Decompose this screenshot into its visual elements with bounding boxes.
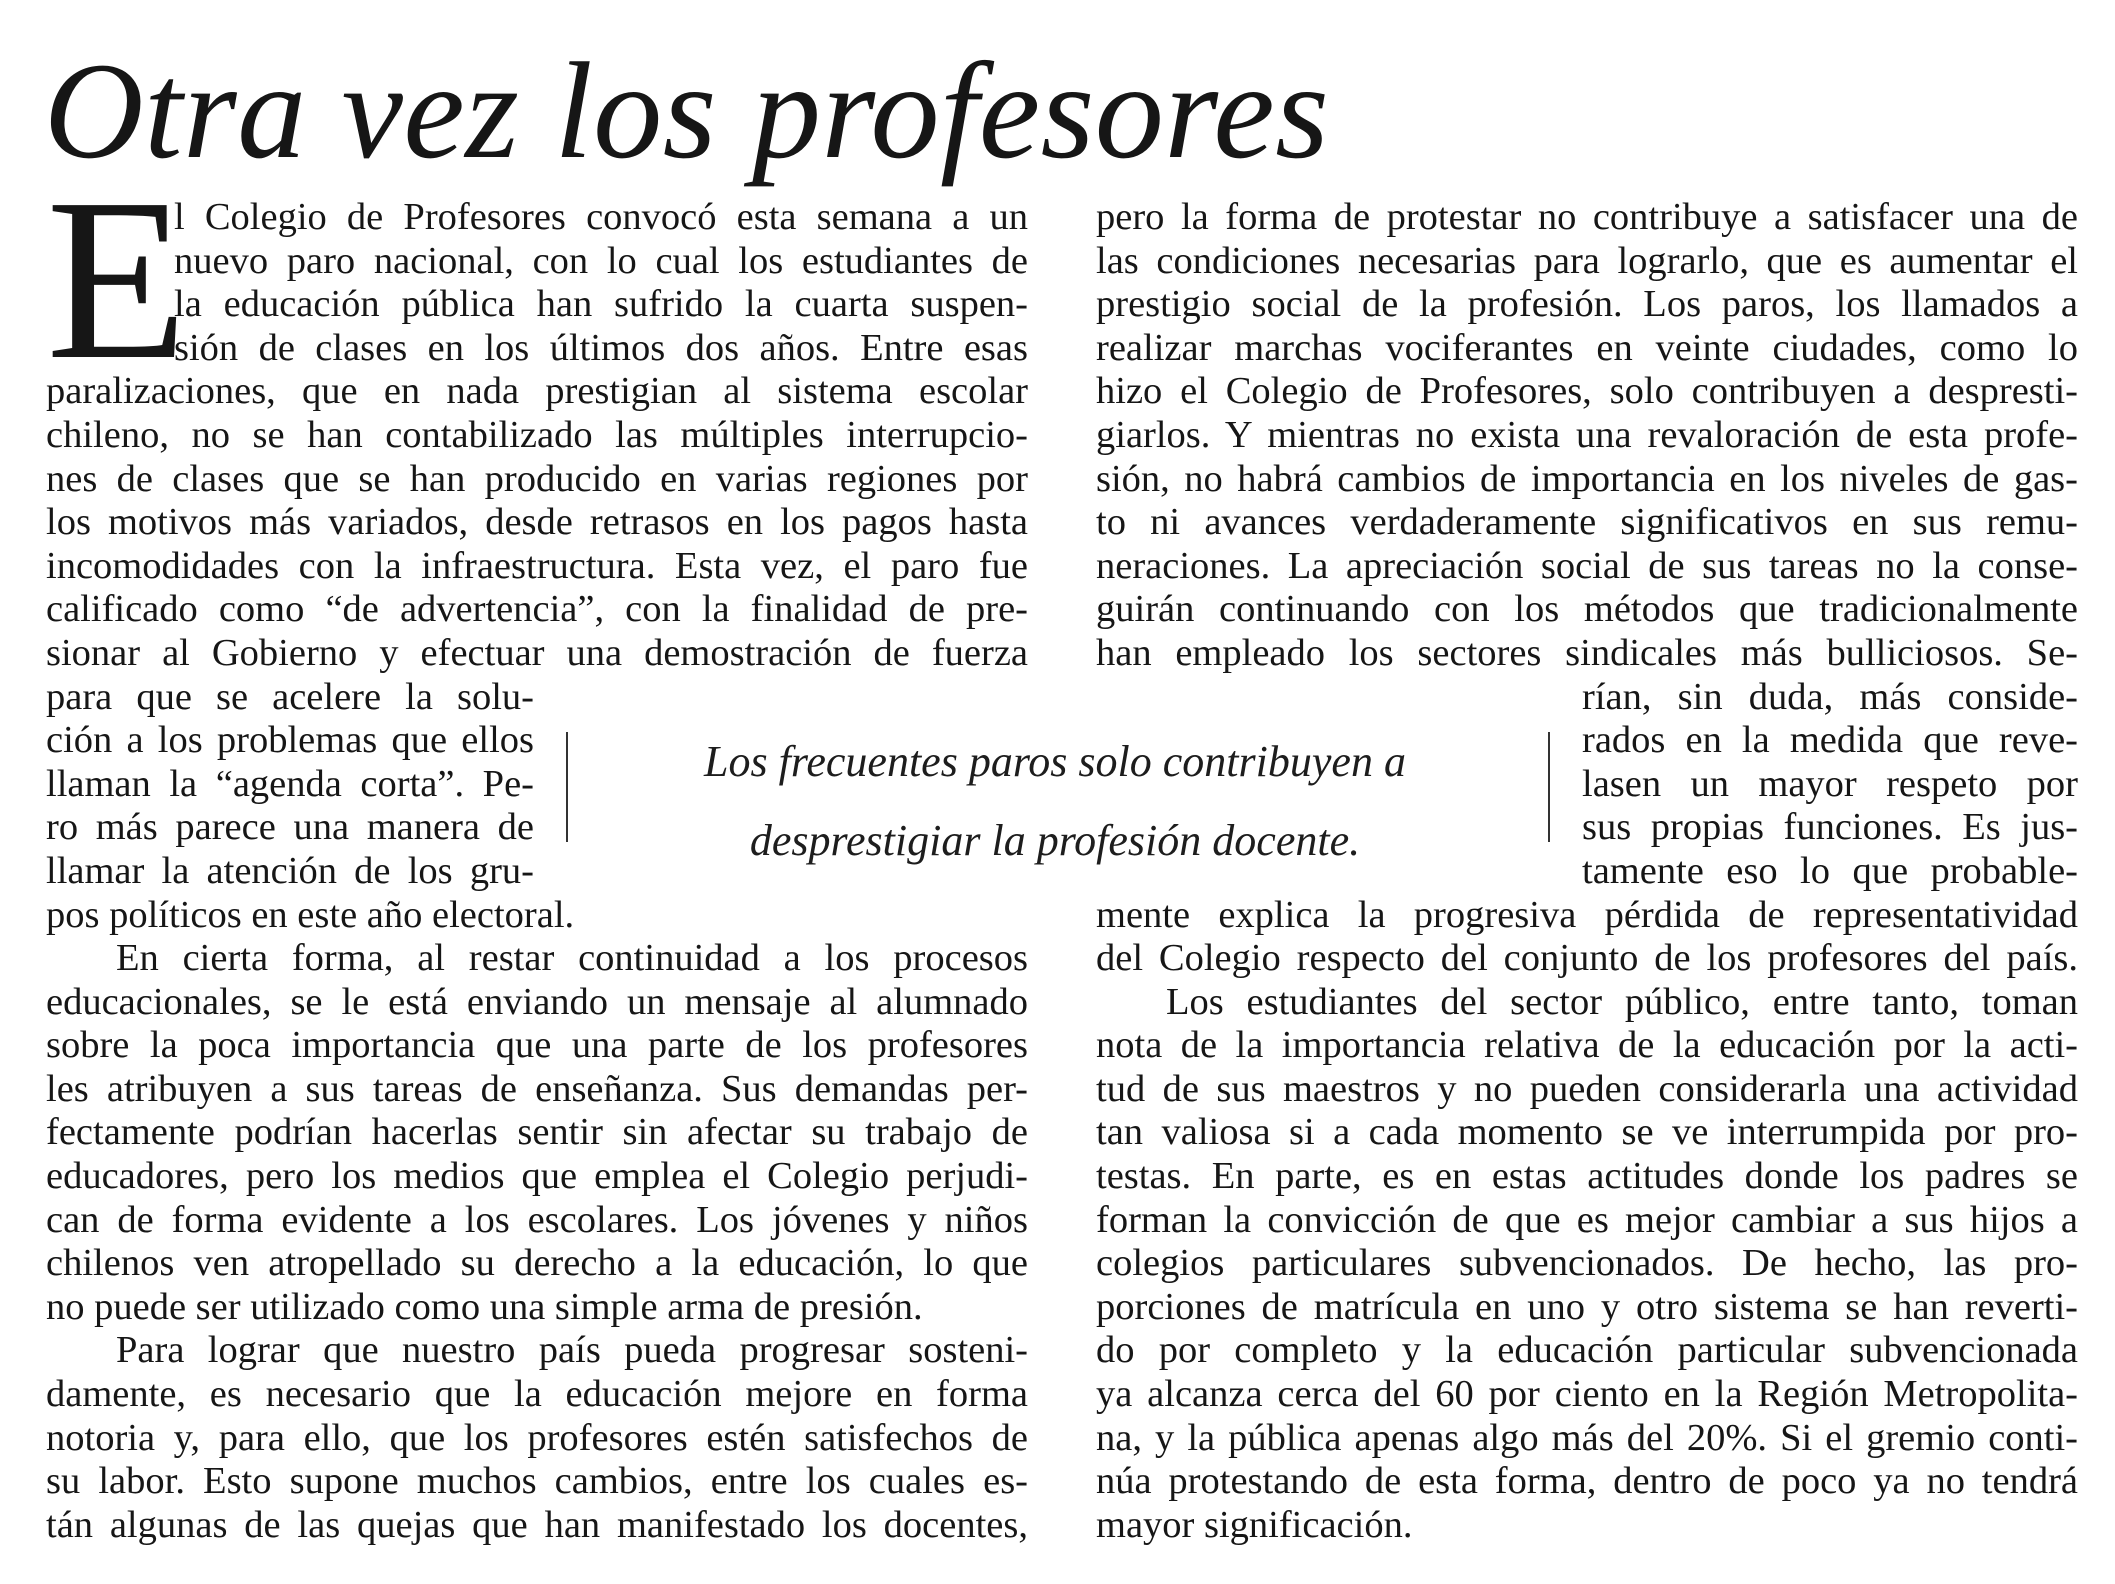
right-paragraph-2 [1096,981,2078,1548]
pull-quote-rule-right [1548,732,1550,842]
text-line: Los estudiantes del sector público, entre tanto, toman [1166,980,2078,1023]
text-line: nes de clases que se han producido en varias regiones por [46,457,1028,500]
text-line: realizar marchas vociferantes en veinte ciudades, como lo [1096,326,2078,369]
text-line: las condiciones necesarias para lograrlo, que es aumentar el [1096,239,2078,282]
text-line: sionar al Gobierno y efectuar una demostración de fuerza [46,631,1028,674]
drop-cap: E [46,151,188,408]
text-line: do por completo y la educación particular subvencionada [1096,1329,2078,1372]
text-line: hizo el Colegio de Profesores, solo contribuyen a despresti- [1096,370,2078,413]
text-line: para que se acelere la solu- [46,675,534,718]
text-line: sus propias funciones. Es jus- [1582,806,2078,849]
text-line: del Colegio respecto del conjunto de los profesores del país. [1096,937,2078,980]
text-line: guirán continuando con los métodos que tradicionalmente [1096,588,2078,631]
text-line: prestigio social de la profesión. Los paros, los llamados a [1096,283,2078,326]
text-line: forman la convicción de que es mejor cambiar a sus hijos a [1096,1198,2078,1241]
text-line: neraciones. La apreciación social de sus tareas no la conse- [1096,544,2078,587]
text-line: mente explica la progresiva pérdida de representatividad [1096,893,2078,936]
text-line: incomodidades con la infraestructura. Esta vez, el paro fue [46,544,1028,587]
text-line: han empleado los sectores sindicales más bulliciosos. Se- [1096,631,2078,674]
text-line: núa protestando de esta forma, dentro de poco ya no tendrá [1096,1460,2078,1503]
text-line: pos políticos en este año electoral. [46,893,575,936]
text-line: llamar la atención de los gru- [46,849,534,892]
left-paragraph-3 [46,1329,1028,1547]
text-line: En cierta forma, al restar continuidad a los procesos [116,937,1028,980]
text-line: tud de sus maestros y no pueden considerarla una actividad [1096,1067,2078,1110]
text-line: educadores, pero los medios que emplea el Colegio perjudi- [46,1155,1028,1198]
text-line: tamente eso lo que probable- [1582,849,2078,892]
text-line: sión, no habrá cambios de importancia en los niveles de gas- [1096,457,2078,500]
text-line: testas. En parte, es en estas actitudes donde los padres se [1096,1155,2078,1198]
text-line: damente, es necesario que la educación mejore en forma [46,1373,1028,1416]
text-line: ro más parece una manera de [46,806,534,849]
text-line: can de forma evidente a los escolares. Los jóvenes y niños [46,1198,1028,1241]
text-line: calificado como “de advertencia”, con la finalidad de pre- [46,588,1028,631]
text-line: l Colegio de Profesores convocó esta semana a un [174,196,1028,238]
text-line: los motivos más variados, desde retrasos en los pagos hasta [46,501,1028,544]
text-line: ción a los problemas que ellos [46,719,534,762]
left-paragraph-2 [46,937,1028,1329]
pull-quote-line: Los frecuentes paros solo contribuyen a [704,737,1406,786]
text-line: tán algunas de las quejas que han manifestado los docentes, [46,1503,1028,1546]
text-line: sobre la poca importancia que una parte de los profesores [46,1024,1028,1067]
text-line: rían, sin duda, más conside- [1582,675,2078,718]
text-line: educacionales, se le está enviando un mensaje al alumnado [46,980,1028,1023]
text-line: notoria y, para ello, que los profesores estén satisfechos de [46,1416,1028,1459]
text-line: lasen un mayor respeto por [1582,762,2078,805]
text-line: na, y la pública apenas algo más del 20%. Si el gremio conti- [1096,1416,2078,1459]
text-line: porciones de matrícula en uno y otro sistema se han reverti- [1096,1285,2078,1328]
text-line: pero la forma de protestar no contribuye a satisfacer una de [1096,196,2078,238]
text-line: colegios particulares subvencionados. De hecho, las pro- [1096,1242,2078,1285]
text-line: mayor significación. [1096,1503,1413,1546]
text-line: paralizaciones, que en nada prestigian al sistema escolar [46,370,1028,413]
text-line: ya alcanza cerca del 60 por ciento en la Región Metropolita- [1096,1373,2078,1416]
text-line: to ni avances verdaderamente significativos en sus remu- [1096,501,2078,544]
text-line: nota de la importancia relativa de la educación por la acti- [1096,1024,2078,1067]
pull-quote-line: desprestigiar la profesión docente. [749,816,1361,865]
pull-quote [572,722,1538,880]
text-line: llaman la “agenda corta”. Pe- [46,762,534,805]
headline: Otra vez los profesores [44,34,1330,187]
text-line: rados en la medida que reve- [1582,719,2078,762]
pull-quote-rule-left [566,732,568,842]
text-line: chilenos ven atropellado su derecho a la educación, lo que [46,1242,1028,1285]
text-line: su labor. Esto supone muchos cambios, entre los cuales es- [46,1460,1028,1503]
text-line: tan valiosa si a cada momento se ve interrumpida por pro- [1096,1111,2078,1154]
text-line: chileno, no se han contabilizado las múltiples interrupcio- [46,413,1028,456]
text-line: giarlos. Y mientras no exista una revaloración de esta profe- [1096,413,2078,456]
text-line: sión de clases en los últimos dos años. Entre esas [174,326,1028,369]
text-line: la educación pública han sufrido la cuarta suspen- [174,283,1028,326]
text-line: no puede ser utilizado como una simple arma de presión. [46,1285,923,1328]
text-line: les atribuyen a sus tareas de enseñanza. Sus demandas per- [46,1067,1028,1110]
text-line: Para lograr que nuestro país pueda progresar sosteni- [116,1329,1028,1372]
text-line: nuevo paro nacional, con lo cual los estudiantes de [174,239,1028,282]
text-line: fectamente podrían hacerlas sentir sin afectar su trabajo de [46,1111,1028,1154]
